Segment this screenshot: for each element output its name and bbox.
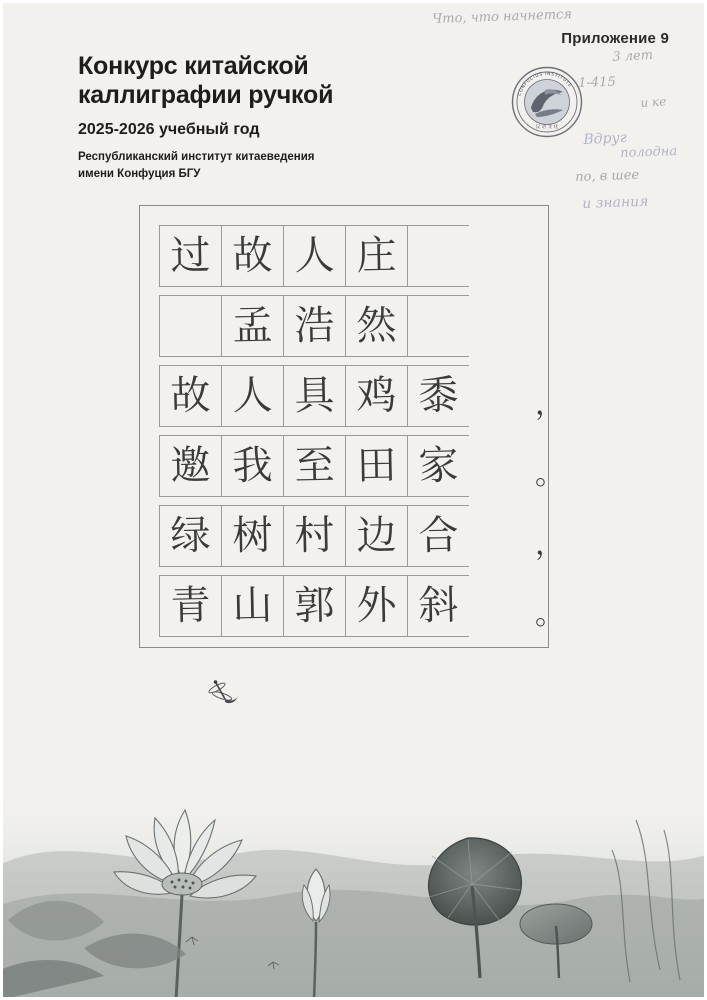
calligraphy-glyph: 故 (170, 372, 211, 420)
calligraphy-cell (221, 225, 283, 287)
calligraphy-cell (345, 575, 407, 637)
calligraphy-row (159, 225, 531, 287)
calligraphy-cell (221, 295, 283, 357)
calligraphy-row (159, 365, 565, 427)
calligraphy-grid (159, 225, 565, 637)
calligraphy-glyph: 合 (418, 512, 459, 560)
calligraphy-cell (159, 295, 221, 357)
page-title-line2: каллиграфии ручкой (78, 81, 334, 109)
calligraphy-glyph: 黍 (418, 372, 459, 420)
bleed-text: Вдруг (583, 129, 628, 148)
calligraphy-glyph: 人 (294, 232, 335, 280)
calligraphy-cell (407, 295, 469, 357)
calligraphy-glyph (407, 225, 469, 286)
calligraphy-glyph: 浩 (294, 302, 335, 350)
calligraphy-cell (407, 575, 469, 637)
calligraphy-cell (221, 575, 283, 637)
calligraphy-glyph (407, 295, 469, 356)
bleed-text: по, в шее (575, 167, 640, 185)
calligraphy-glyph: 人 (232, 372, 273, 420)
calligraphy-cell (345, 435, 407, 497)
calligraphy-cell (407, 365, 469, 427)
calligraphy-cell (283, 295, 345, 357)
calligraphy-cell (407, 225, 469, 287)
bleed-text: и знания (582, 193, 649, 212)
calligraphy-glyph: 故 (232, 232, 273, 280)
calligraphy-cell (283, 575, 345, 637)
calligraphy-glyph: 鸡 (356, 372, 397, 420)
calligraphy-glyph: 树 (232, 512, 273, 560)
calligraphy-glyph: 青 (170, 582, 211, 630)
calligraphy-glyph: 郭 (294, 582, 335, 630)
calligraphy-punctuation: 。 (535, 597, 565, 632)
bleed-text: Что, что начнется (432, 7, 573, 27)
calligraphy-glyph: 庄 (356, 232, 397, 280)
calligraphy-glyph: 绿 (170, 512, 211, 560)
calligraphy-glyph: 外 (356, 582, 397, 630)
calligraphy-row (159, 505, 565, 567)
calligraphy-cell (159, 365, 221, 427)
calligraphy-cell (159, 435, 221, 497)
calligraphy-cell (345, 505, 407, 567)
institute-name (78, 149, 508, 182)
svg-text:CONFUCIUS INSTITUTE: CONFUCIUS INSTITUTE (517, 71, 573, 97)
lotus-ink-painting (0, 670, 707, 1000)
calligraphy-glyph: 田 (356, 442, 397, 490)
calligraphy-grid-frame (139, 205, 565, 648)
calligraphy-glyph: 斜 (418, 582, 459, 630)
calligraphy-cell (345, 365, 407, 427)
calligraphy-punctuation: ， (535, 527, 565, 562)
calligraphy-cell (345, 225, 407, 287)
bleed-text: и ке (640, 94, 667, 110)
academic-year-subtitle: 2025-2026 учебный год (78, 121, 260, 138)
institute-name-line1: Республиканский институт китаеведения (78, 151, 315, 163)
appendix-label: Приложение 9 (561, 30, 669, 47)
calligraphy-cell (407, 435, 469, 497)
bleed-text: полодна (620, 144, 678, 161)
calligraphy-row (159, 295, 531, 357)
calligraphy-glyph: 邀 (170, 442, 211, 490)
calligraphy-punctuation: ， (535, 387, 565, 422)
calligraphy-cell (283, 365, 345, 427)
calligraphy-glyph: 然 (356, 302, 397, 350)
calligraphy-cell (283, 435, 345, 497)
calligraphy-punctuation: 。 (535, 457, 565, 492)
calligraphy-cell (221, 365, 283, 427)
calligraphy-cell (283, 225, 345, 287)
calligraphy-cell (345, 295, 407, 357)
calligraphy-glyph: 孟 (232, 302, 273, 350)
calligraphy-cell (221, 435, 283, 497)
page-title-line1: Конкурс китайской (78, 52, 309, 80)
calligraphy-glyph: 边 (356, 512, 397, 560)
calligraphy-cell (159, 505, 221, 567)
calligraphy-row (159, 575, 565, 637)
document-header (78, 52, 508, 182)
calligraphy-glyph: 我 (232, 442, 273, 490)
calligraphy-glyph: 家 (418, 442, 459, 490)
svg-text:汉 语 文 化: 汉 语 文 化 (535, 125, 559, 130)
calligraphy-cell (159, 575, 221, 637)
calligraphy-cell (221, 505, 283, 567)
dragonfly-icon (203, 676, 251, 718)
bleed-text: 1-415 (578, 74, 616, 91)
calligraphy-row (159, 435, 565, 497)
page-title (78, 52, 508, 110)
calligraphy-glyph: 过 (170, 232, 211, 280)
calligraphy-cell (407, 505, 469, 567)
bleed-text: 3 лет (612, 47, 654, 65)
calligraphy-glyph: 山 (232, 582, 273, 630)
calligraphy-cell (159, 225, 221, 287)
calligraphy-glyph: 具 (294, 372, 335, 420)
calligraphy-glyph: 至 (294, 442, 335, 490)
calligraphy-glyph (159, 295, 221, 356)
calligraphy-glyph: 村 (294, 512, 335, 560)
institute-name-line2: имени Конфуция БГУ (78, 167, 201, 180)
calligraphy-cell (283, 505, 345, 567)
confucius-institute-logo (511, 66, 583, 138)
